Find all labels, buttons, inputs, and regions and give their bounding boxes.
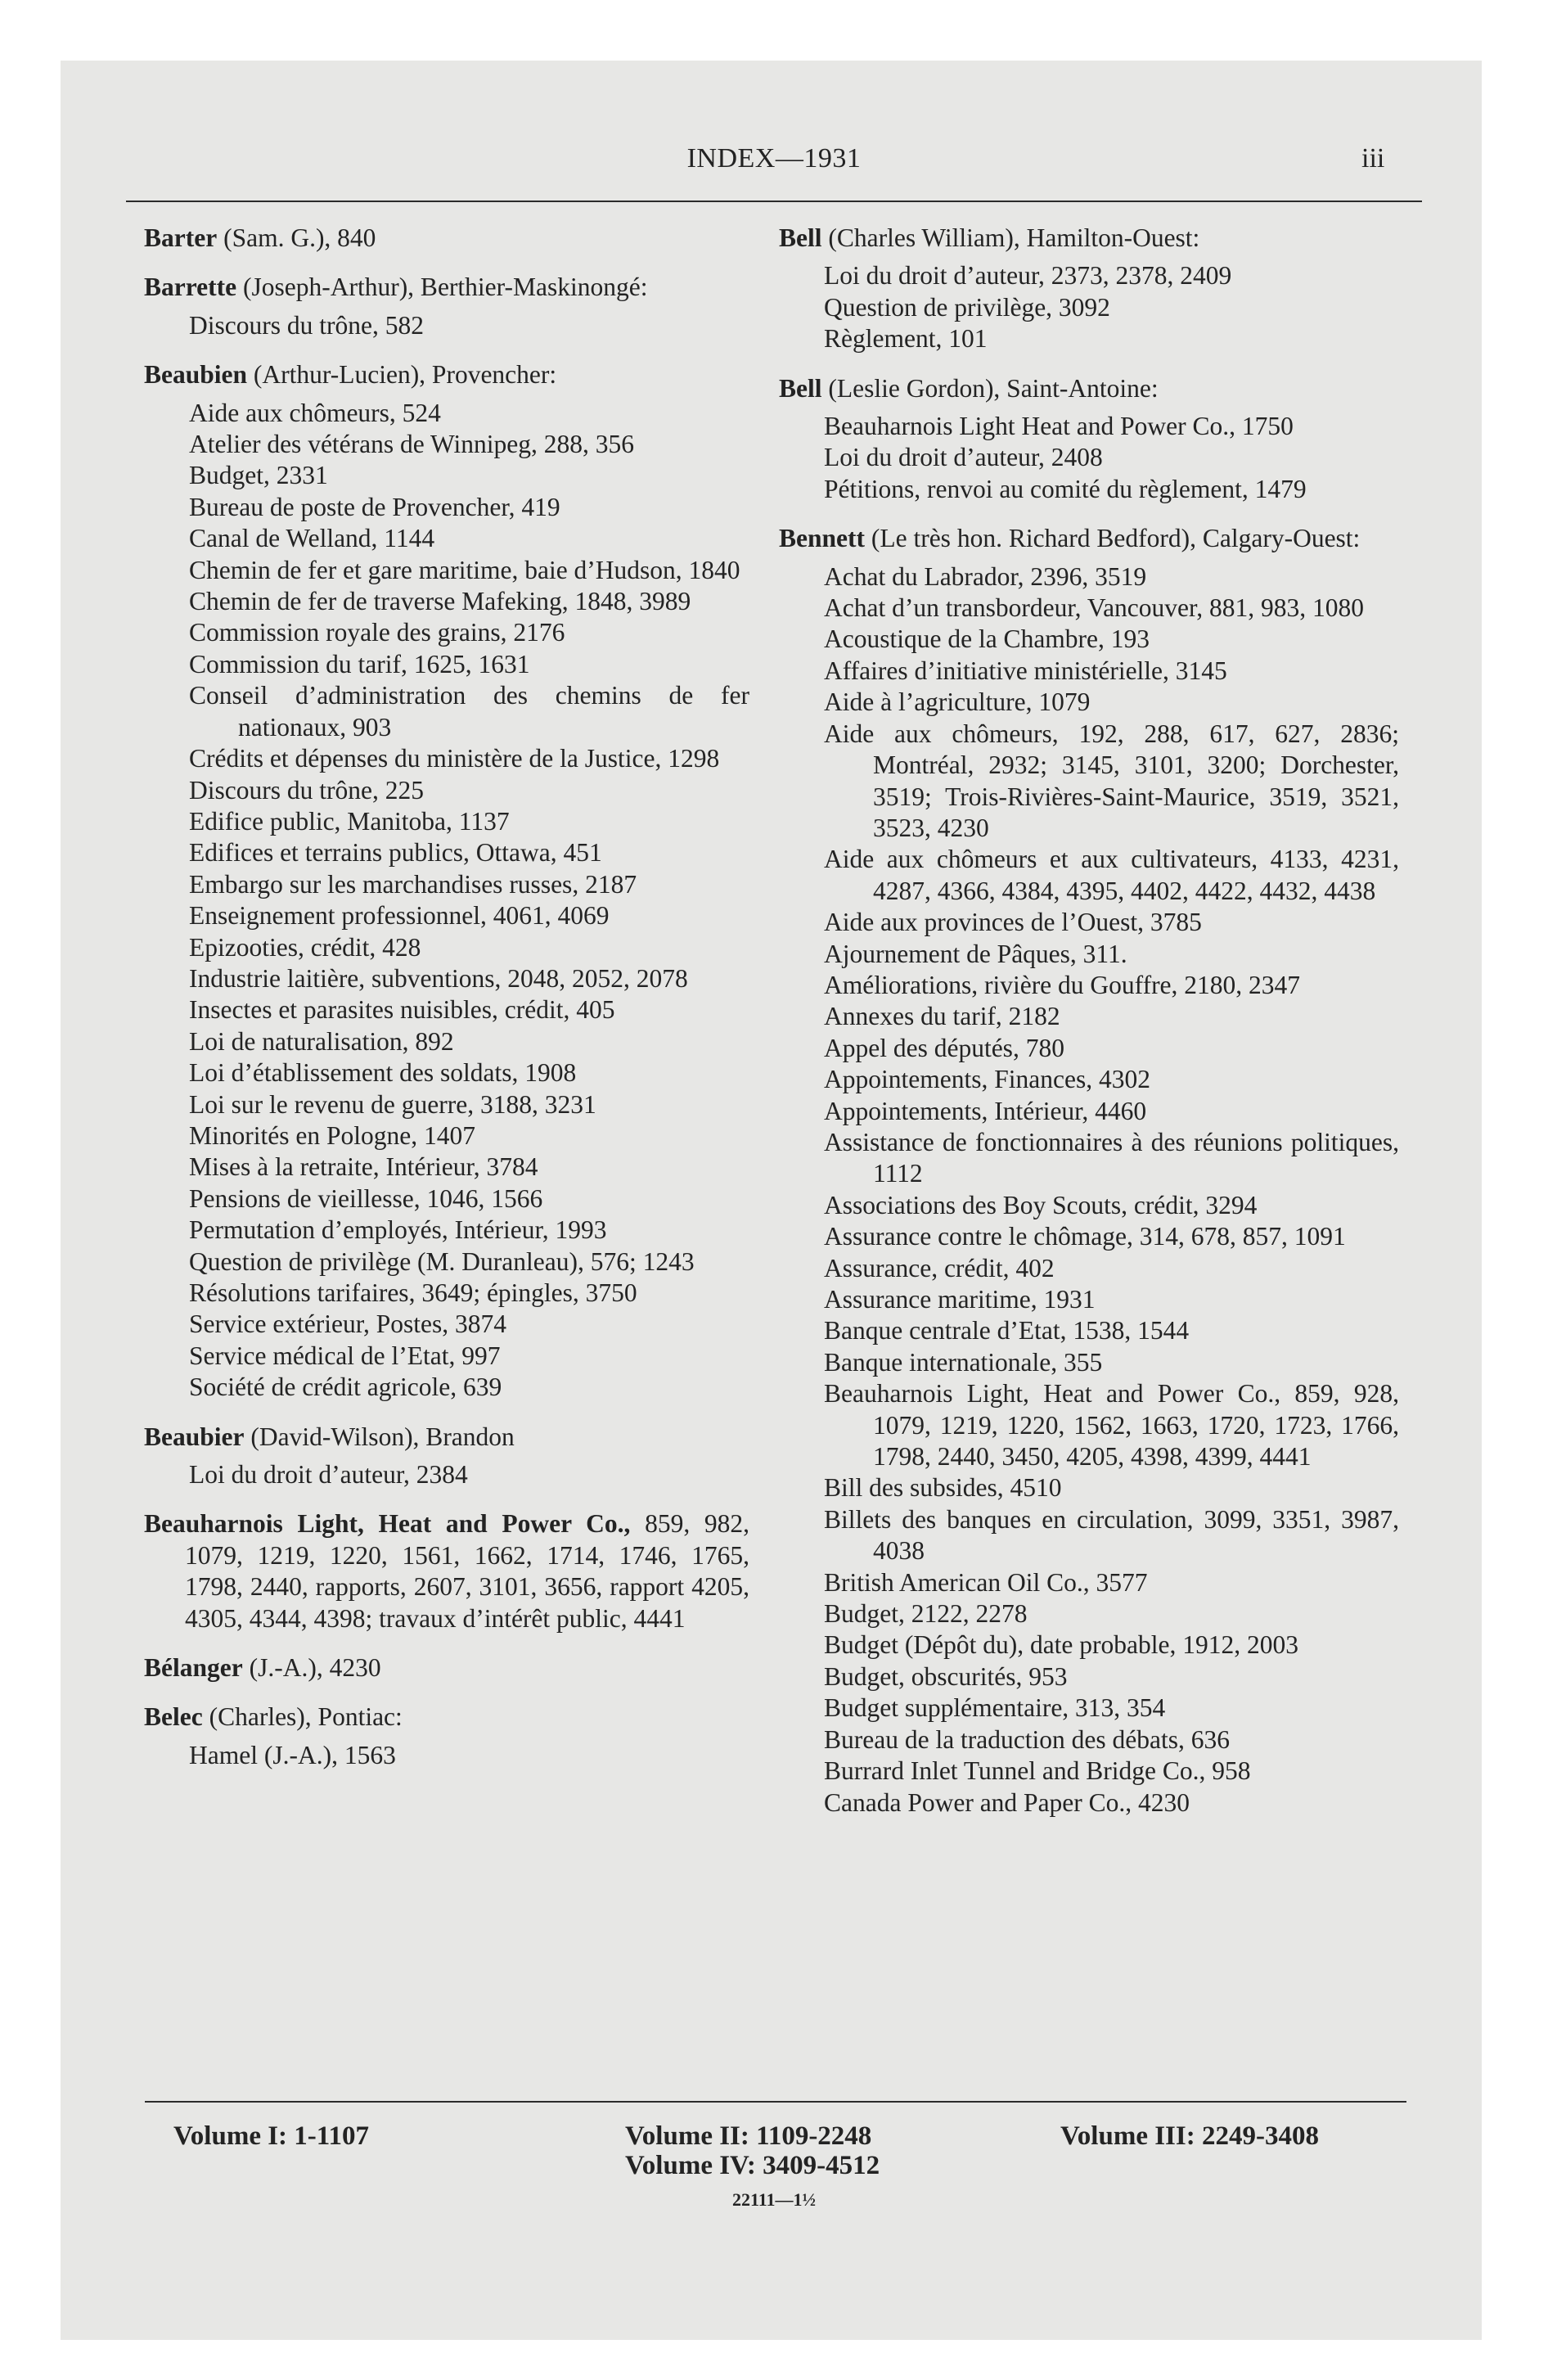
index-entry <box>144 1422 749 1491</box>
sub-entry: Billets des banques en circulation, 3099, 3351, 3987, 4038 <box>824 1504 1399 1566</box>
sub-entry: Canal de Welland, 1144 <box>189 524 435 553</box>
sub-entry: Crédits et dépenses du ministère de la Justice, 1298 <box>189 744 720 773</box>
sub-entry: Aide aux chômeurs et aux cultivateurs, 4133, 4231, 4287, 4366, 4384, 4395, 4402, 4422, 4432, 4438 <box>824 845 1399 905</box>
index-entry <box>144 272 749 341</box>
sub-entry: Budget supplémentaire, 313, 354 <box>824 1693 1166 1723</box>
sub-entry: Assurance maritime, 1931 <box>824 1285 1096 1314</box>
sub-entry: Appointements, Intérieur, 4460 <box>824 1096 1147 1125</box>
sub-entry: Atelier des vétérans de Winnipeg, 288, 356 <box>189 430 635 459</box>
sub-entry: Ajournement de Pâques, 311. <box>824 939 1127 968</box>
entry-name: Beauharnois Light, Heat and Power Co., <box>144 1509 631 1539</box>
sub-entry: Epizooties, crédit, 428 <box>189 932 421 962</box>
sub-entry: Loi d’établissement des soldats, 1908 <box>189 1058 577 1088</box>
index-entry <box>144 1508 749 1634</box>
sub-entry: Edifice public, Manitoba, 1137 <box>189 806 510 836</box>
sub-entry: Résolutions tarifaires, 3649; épingles, 3750 <box>189 1278 637 1307</box>
volume-2: Volume II: 1109-2248 <box>625 2121 872 2151</box>
sub-entry: Banque centrale d’Etat, 1538, 1544 <box>824 1316 1190 1346</box>
index-column-left <box>144 223 749 1771</box>
sub-entry: Enseignement professionnel, 4061, 4069 <box>189 901 610 931</box>
sub-entry: Loi du droit d’auteur, 2408 <box>824 443 1103 472</box>
sub-entry: Société de crédit agricole, 639 <box>189 1373 502 1402</box>
sub-entry: Bureau de poste de Provencher, 419 <box>189 492 560 521</box>
sub-entry: Affaires d’initiative ministérielle, 3145 <box>824 656 1227 685</box>
sub-entry: Chemin de fer de traverse Mafeking, 1848, 3989 <box>189 587 691 616</box>
entry-name: Barrette <box>144 273 237 302</box>
entry-name: Beaubier <box>144 1422 245 1451</box>
sub-entry: Canada Power and Paper Co., 4230 <box>824 1787 1190 1817</box>
sub-entry: Assurance contre le chômage, 314, 678, 857, 1091 <box>824 1222 1346 1251</box>
entry-detail: (Leslie Gordon), Saint-Antoine: <box>821 373 1159 403</box>
sub-entry: Aide aux chômeurs, 524 <box>189 398 441 427</box>
sub-entry: Achat du Labrador, 2396, 3519 <box>824 561 1147 591</box>
sub-entry: Edifices et terrains publics, Ottawa, 451 <box>189 838 602 868</box>
sub-entry: Acoustique de la Chambre, 193 <box>824 624 1150 654</box>
sub-entry: Service extérieur, Postes, 3874 <box>189 1309 507 1339</box>
sub-entry: Insectes et parasites nuisibles, crédit, 405 <box>189 995 615 1025</box>
sub-entry: Appointements, Finances, 4302 <box>824 1065 1150 1094</box>
entry-detail: (J.-A.), 4230 <box>242 1653 381 1683</box>
sub-entry: Permutation d’employés, Intérieur, 1993 <box>189 1215 607 1245</box>
sub-entry: Loi du droit d’auteur, 2373, 2378, 2409 <box>824 261 1232 291</box>
sub-entry: Loi du droit d’auteur, 2384 <box>189 1460 468 1490</box>
entry-detail: (David-Wilson), Brandon <box>244 1422 515 1451</box>
entry-detail: (Le très hon. Richard Bedford), Calgary-Ouest: <box>865 524 1361 553</box>
sub-entry: Loi sur le revenu de guerre, 3188, 3231 <box>189 1089 596 1119</box>
sub-entry: Banque internationale, 355 <box>824 1347 1103 1377</box>
sub-entry: Industrie laitière, subventions, 2048, 2052, 2078 <box>189 963 688 993</box>
sub-entry: Achat d’un transbordeur, Vancouver, 881, 983, 1080 <box>824 593 1364 623</box>
sub-entry: Burrard Inlet Tunnel and Bridge Co., 958 <box>824 1756 1251 1786</box>
sub-entry: Question de privilège (M. Duranleau), 576; 1243 <box>189 1246 695 1276</box>
sub-entry: Conseil d’administration des chemins de fer nationaux, 903 <box>189 681 749 741</box>
sub-entry: Assurance, crédit, 402 <box>824 1253 1055 1282</box>
index-entry <box>144 359 749 1403</box>
index-entry <box>144 1702 749 1771</box>
volume-3: Volume III: 2249-3408 <box>1060 2121 1319 2151</box>
sub-entry: Mises à la retraite, Intérieur, 3784 <box>189 1152 538 1182</box>
sub-entry: Aide aux provinces de l’Ouest, 3785 <box>824 908 1202 937</box>
sub-entry: Pétitions, renvoi au comité du règlement, 1479 <box>824 474 1307 503</box>
sub-entry: British American Oil Co., 3577 <box>824 1567 1148 1597</box>
entry-name: Belec <box>144 1702 203 1732</box>
entry-detail: (Arthur-Lucien), Provencher: <box>247 360 557 390</box>
sub-entry: Appel des députés, 780 <box>824 1033 1064 1062</box>
sub-entry: Budget, 2331 <box>189 461 328 490</box>
sub-entry: Minorités en Pologne, 1407 <box>189 1120 475 1150</box>
volume-1: Volume I: 1-1107 <box>173 2121 369 2151</box>
sub-entry: Pensions de vieillesse, 1046, 1566 <box>189 1183 543 1213</box>
entry-name: Bélanger <box>144 1653 243 1683</box>
sub-entry: Budget (Dépôt du), date probable, 1912, 2003 <box>824 1630 1298 1660</box>
print-code: 22111—1½ <box>731 2189 817 2210</box>
sub-entry: Améliorations, rivière du Gouffre, 2180, 2347 <box>824 970 1301 999</box>
page-title: INDEX—1931 <box>686 143 862 174</box>
index-entry <box>144 1652 749 1684</box>
entry-detail: (Joseph-Arthur), Berthier-Maskinongé: <box>236 273 648 302</box>
sub-entry: Service médical de l’Etat, 997 <box>189 1341 501 1370</box>
sub-entry: Question de privilège, 3092 <box>824 292 1110 322</box>
sub-entry: Hamel (J.-A.), 1563 <box>189 1740 396 1769</box>
index-column-right <box>779 223 1399 1819</box>
index-entry <box>779 373 1399 506</box>
sub-entry: Annexes du tarif, 2182 <box>824 1002 1060 1031</box>
sub-entry: Bureau de la traduction des débats, 636 <box>824 1724 1230 1754</box>
entry-detail: (Charles William), Hamilton-Ouest: <box>821 223 1200 252</box>
entry-name: Barter <box>144 223 218 252</box>
sub-entry: Commission du tarif, 1625, 1631 <box>189 649 530 678</box>
sub-entry: Règlement, 101 <box>824 324 988 354</box>
sub-entry: Beauharnois Light, Heat and Power Co., 859, 928, 1079, 1219, 1220, 1562, 1663, 1720, 1723, 1766, 1798, 2440, 3450, 4205, 4398, 4399, 4441 <box>824 1379 1399 1472</box>
index-entry <box>779 223 1399 355</box>
sub-entry: Discours du trône, 582 <box>189 310 424 340</box>
entry-name: Bennett <box>779 524 865 553</box>
entry-detail: (Sam. G.), 840 <box>217 223 376 252</box>
index-entry <box>779 523 1399 1819</box>
sub-entry: Budget, obscurités, 953 <box>824 1661 1068 1691</box>
sub-entry: Aide à l’agriculture, 1079 <box>824 687 1091 717</box>
sub-entry: Commission royale des grains, 2176 <box>189 618 565 647</box>
sub-entry: Beauharnois Light Heat and Power Co., 1750 <box>824 412 1294 441</box>
sub-entry: Budget, 2122, 2278 <box>824 1599 1028 1629</box>
sub-entry: Associations des Boy Scouts, crédit, 3294 <box>824 1190 1258 1219</box>
sub-entry: Assistance de fonctionnaires à des réunions politiques, 1112 <box>824 1127 1399 1188</box>
page-number: iii <box>1361 143 1385 174</box>
index-entry <box>144 223 749 254</box>
header-rule <box>126 201 1422 202</box>
sub-entry: Chemin de fer et gare maritime, baie d’Hudson, 1840 <box>189 555 740 584</box>
sub-entry: Embargo sur les marchandises russes, 2187 <box>189 869 637 899</box>
entry-detail: 859, 982, 1079, 1219, 1220, 1561, 1662, 1714, 1746, 1765, 1798, 2440, rapports, 2607, 3101, 3656, rapport 4205, 4305, 4344, 4398; travaux d’intérêt public, 4441 <box>185 1509 750 1633</box>
volume-4: Volume IV: 3409-4512 <box>625 2151 880 2180</box>
entry-detail: (Charles), Pontiac: <box>202 1702 403 1732</box>
sub-entry: Bill des subsides, 4510 <box>824 1473 1062 1503</box>
sub-entry: Discours du trône, 225 <box>189 775 424 805</box>
entry-name: Beaubien <box>144 360 248 390</box>
sub-entry: Loi de naturalisation, 892 <box>189 1026 454 1056</box>
entry-name: Bell <box>779 223 822 252</box>
sub-entry: Aide aux chômeurs, 192, 288, 617, 627, 2836; Montréal, 2932; 3145, 3101, 3200; Dorchester, 3519; Trois-Rivières-Saint-Maurice, 3519, 3521, 3523, 4230 <box>824 719 1399 842</box>
footer-rule <box>145 2101 1406 2103</box>
entry-name: Bell <box>779 373 822 403</box>
